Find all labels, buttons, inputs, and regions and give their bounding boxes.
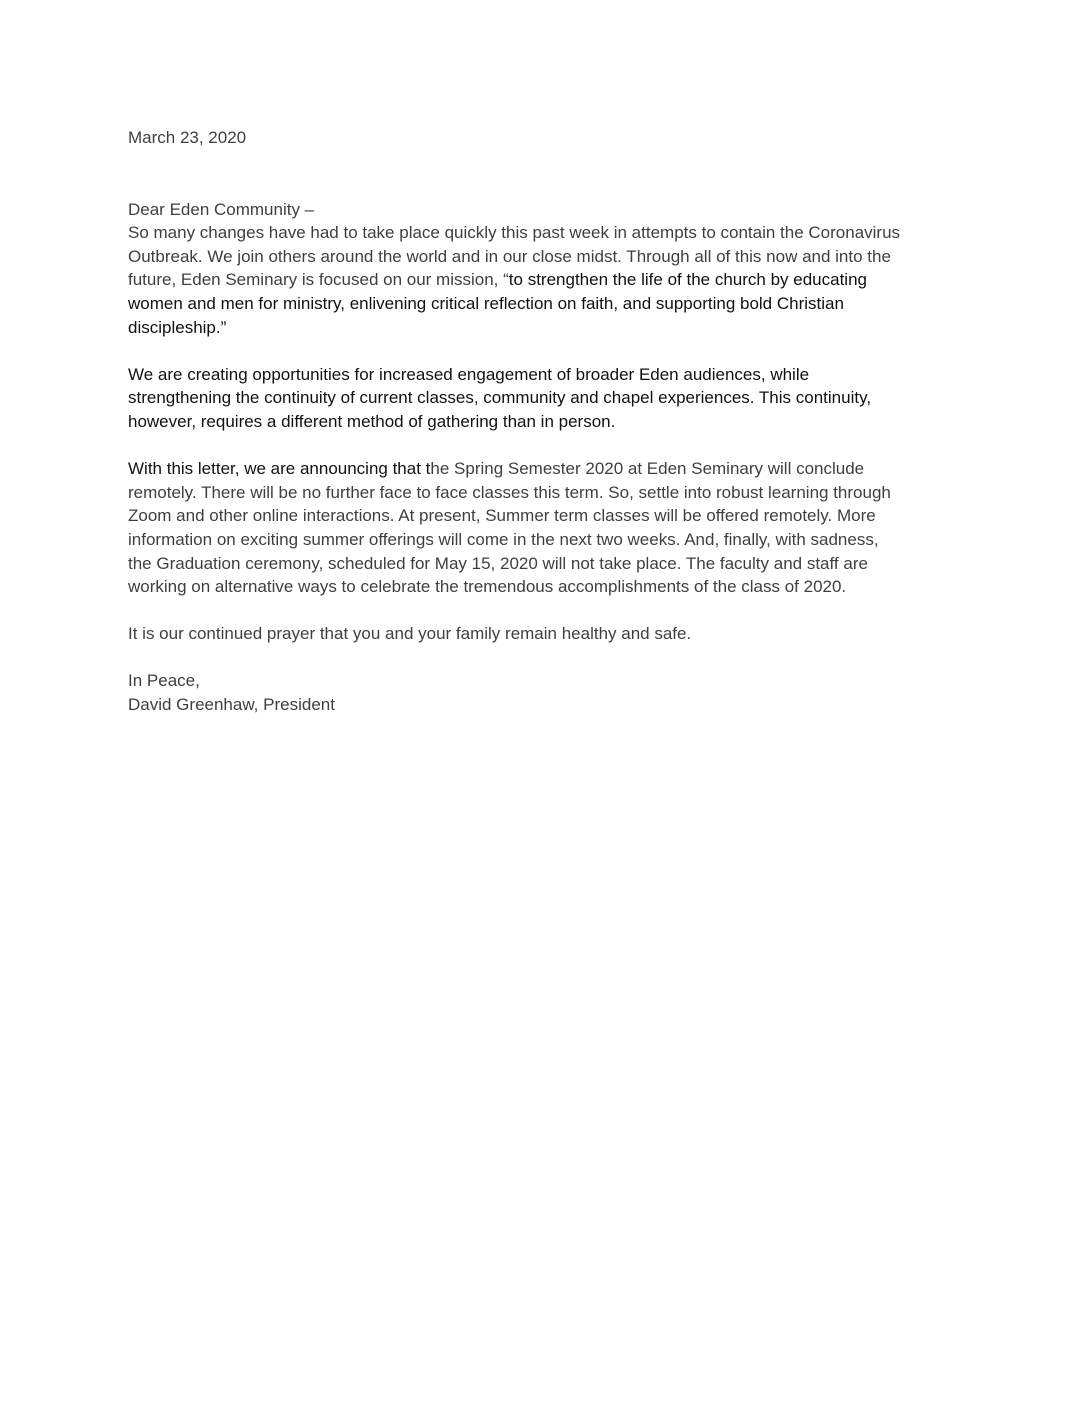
- paragraph-1-line-5: discipleship.”: [128, 317, 227, 337]
- mission-quote-start: to strengthen the life of the church by educating: [508, 270, 867, 290]
- paragraph-1-line-3-text: future, Eden Seminary is focused on our mission, “: [128, 270, 509, 290]
- paragraph-3-line-3: Zoom and other online interactions. At present, Summer term classes will be offered remotely. More: [128, 506, 876, 526]
- paragraph-3-line-1-rest: he Spring Semester 2020 at Eden Seminary will conclude: [430, 459, 865, 479]
- paragraph-3-line-4: information on exciting summer offerings will come in the next two weeks. And, finally, with sadness,: [128, 529, 879, 549]
- salutation: Dear Eden Community –: [128, 199, 315, 219]
- paragraph-gap: [128, 434, 958, 458]
- paragraph-3-line-1-dark: With this letter, we are announcing that t: [128, 459, 431, 479]
- paragraph-gap: [128, 339, 958, 363]
- paragraph-2-line-1: We are creating opportunities for increased engagement of broader Eden audiences, while: [128, 364, 810, 384]
- letter-date: [128, 126, 958, 150]
- paragraph-2-line-2: strengthening the continuity of current classes, community and chapel experiences. This continuity,: [128, 388, 872, 408]
- paragraph-4: [128, 622, 958, 646]
- paragraph-3: [128, 457, 958, 599]
- paragraph-1-line-2: Outbreak. We join others around the world and in our close midst. Through all of this now and into the: [128, 246, 891, 266]
- paragraph-3-line-2: remotely. There will be no further face to face classes this term. So, settle into robust learning through: [128, 482, 891, 502]
- paragraph-gap: [128, 646, 958, 670]
- paragraph-3-line-5: the Graduation ceremony, scheduled for May 15, 2020 will not take place. The faculty and staff are: [128, 553, 868, 573]
- paragraph-gap: [128, 599, 958, 623]
- paragraph-4-line-1: It is our continued prayer that you and your family remain healthy and safe.: [128, 624, 692, 644]
- paragraph-3-line-1: [128, 457, 958, 481]
- paragraph-3-line-6: working on alternative ways to celebrate the tremendous accomplishments of the class of 2020.: [128, 577, 847, 597]
- salutation-and-first-paragraph: [128, 198, 958, 340]
- paragraph-1-line-3: [128, 268, 958, 292]
- closing: In Peace,: [128, 671, 200, 691]
- paragraph-2-line-3: however, requires a different method of gathering than in person.: [128, 411, 616, 431]
- paragraph-2: [128, 363, 958, 434]
- date-text: March 23, 2020: [128, 128, 247, 147]
- signature: David Greenhaw, President: [128, 695, 335, 715]
- paragraph-1-line-4: women and men for ministry, enlivening critical reflection on faith, and supporting bold Christian: [128, 293, 844, 313]
- paragraph-1-line-1: So many changes have had to take place quickly this past week in attempts to contain the Coronavirus: [128, 223, 901, 243]
- closing-block: [128, 669, 958, 716]
- letter-page: [128, 126, 958, 717]
